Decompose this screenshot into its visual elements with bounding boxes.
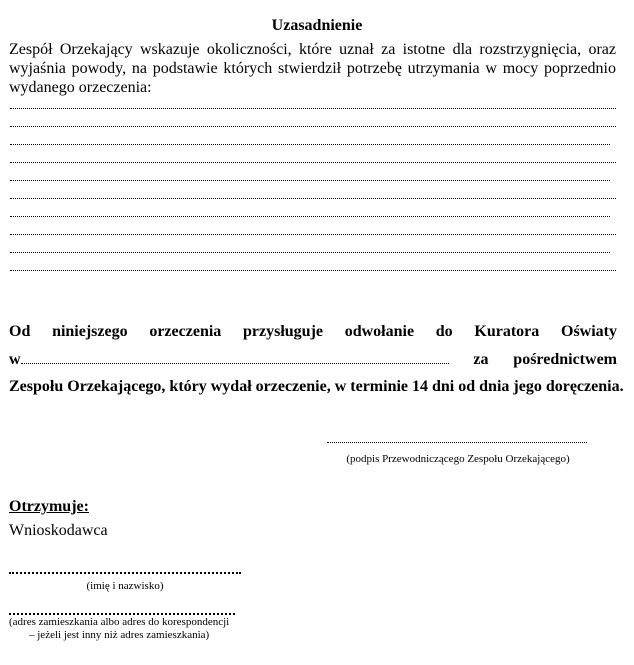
- justification-line[interactable]: [10, 269, 616, 271]
- appeal-line-2: [9, 350, 617, 370]
- section-title: Uzasadnienie: [271, 17, 363, 34]
- appeal-word: Od: [9, 323, 31, 340]
- address-field[interactable]: [9, 601, 235, 615]
- address-caption-line-1: (adres zamieszkania albo adres do korespondencji: [9, 616, 230, 628]
- appeal-word: za: [473, 351, 489, 368]
- signature-field[interactable]: [327, 441, 587, 443]
- receives-heading: Otrzymuje:: [9, 498, 89, 515]
- appeal-w-group: [9, 350, 449, 370]
- appeal-word: Kuratora: [474, 323, 540, 340]
- address-caption: [9, 616, 241, 642]
- justification-line[interactable]: [10, 125, 616, 127]
- address-caption-line-2: – jeżeli jest inny niż adres zamieszkania): [29, 629, 210, 641]
- appeal-line-1: [9, 322, 617, 342]
- justification-line[interactable]: [10, 215, 610, 217]
- appeal-word: pośrednictwem: [513, 351, 617, 368]
- intro-paragraph: Zespół Orzekający wskazuje okoliczności, które uznał za istotne dla rozstrzygnięcia, oraz wyjaśnia powody, na podstawie których stwierdził potrzebę utrzymania w mocy poprzednio wydanego orzeczenia:: [9, 41, 616, 96]
- justification-line[interactable]: [10, 161, 616, 163]
- curator-location-field[interactable]: [21, 351, 449, 364]
- appeal-word: w: [9, 351, 21, 368]
- justification-line[interactable]: [10, 179, 610, 181]
- appeal-line-3: Zespołu Orzekającego, który wydał orzeczenie, w terminie 14 dni od dnia jego doręczenia.: [9, 378, 624, 395]
- justification-line[interactable]: [10, 197, 616, 199]
- justification-line[interactable]: [10, 233, 616, 235]
- name-caption: (imię i nazwisko): [86, 580, 164, 592]
- applicant-label: Wnioskodawca: [9, 522, 108, 539]
- appeal-word: odwołanie: [344, 323, 415, 340]
- justification-line[interactable]: [10, 251, 610, 253]
- appeal-word: Oświaty: [561, 323, 617, 340]
- appeal-word: orzeczenia: [149, 323, 222, 340]
- signature-caption: (podpis Przewodniczącego Zespołu Orzekającego): [346, 453, 570, 465]
- name-field[interactable]: [9, 560, 241, 574]
- justification-line[interactable]: [10, 143, 610, 145]
- appeal-word: niniejszego: [52, 323, 128, 340]
- justification-line[interactable]: [10, 107, 616, 109]
- appeal-word: do: [435, 323, 453, 340]
- appeal-word: przysługuje: [243, 323, 323, 340]
